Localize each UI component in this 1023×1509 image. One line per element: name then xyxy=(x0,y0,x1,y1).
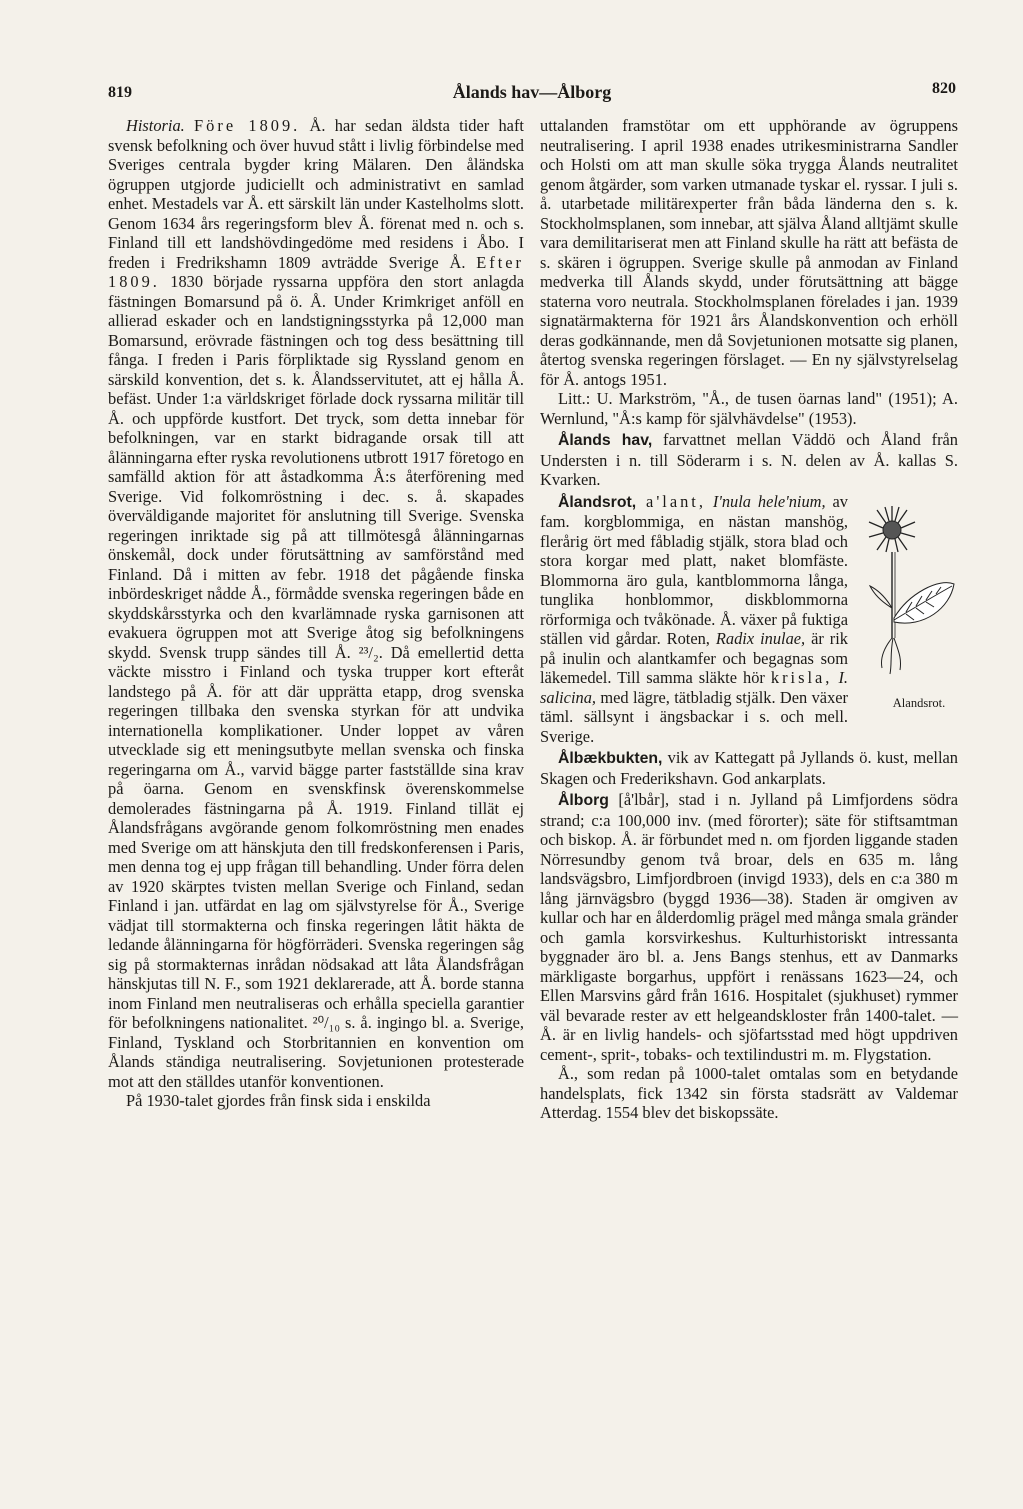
efter-text-2: . Då emellertid detta väckte misstro i Finland och tyska trupper kort efteråt landstego på Å. för att där upprätta etapp, drog svenska regeringen tillbaka den svenska styrkan för att undvika internationella komplikationer. Under loppet av våren utvecklade sig ett meningsutbyte mellan svenska och finska regeringarna om Å., varvid bägge parter fastställde sina krav på öarna. Genom en svenskfinsk överenskommelse demolerades fästningarna på Å. 1919. Finland tillät ej Ålandsfrågans avgörande genom folkomröstning men enades med Sverige om att hänskjuta den till fredskonferensen i Paris, men denna tog ej upp frågan till behandling. Under förra delen av 1920 skärptes tvisten mellan Sverige och Finland, sedan Finland i jan. utfärdat en lag om självstyrelse för Å., Sverige vädjat till stormakterna och finska regeringen låtit häkta de ledande ålänningarna för högförräderi. Svenska regeringen såg sig på stormakternas inrådan nödsakad att låta Ålandsfrågan hänskjutas till N. F., som 1921 deklarerade, att Å. borde stanna inom Finland men neutraliseras och erhålla speciella garantier för befolkningens nationalitet. xyxy=(108,642,524,1032)
entry-alandsrot-text-2: är rik på inulin och alantkamfer och begagnas som läkemedel. Till samma släkte hör xyxy=(540,629,848,687)
section-label-historia: Historia. xyxy=(126,116,185,135)
paragraph-1930s: På 1930-talet gjordes från finsk sida i enskilda xyxy=(126,1091,431,1110)
entry-albaekbukten-text: vik av Kattegatt på Jyllands ö. kust, mellan Skagen och Frederikshavn. God ankarplats. xyxy=(540,748,958,788)
krisla-term: krisla, xyxy=(770,668,833,687)
headword-alandsrot: Ålandsrot, xyxy=(558,493,637,511)
entry-alands-hav-text: farvattnet mellan Väddö och Åland från Understen i n. till Söderarm i s. N. delen av Å. kallas S. Kvarken. xyxy=(540,430,958,489)
latin-name-salicina: I. salicina, xyxy=(540,668,848,707)
page-number-right: 820 xyxy=(932,80,956,97)
headword-alborg: Ålborg xyxy=(558,792,609,809)
entry-alborg-text: [å'lbår], stad i n. Jylland på Limfjordens södra strand; c:a 100,000 inv. (med förorter); säte för stiftsamtman och biskop. Å. är förbundet med n. om fjorden liggande staden Nörresundby genom två broar, dels en 635 m. lång landsvägsbro, Limfjordbroen (invigd 1933), dels en c:a 380 m lång järnvägsbro (byggd 1936—38). Staden är omgiven av kullar och har en ålderdomlig prägel med många smala gränder och gamla korsvirkeshus. Kulturhistoriskt intressanta byggnader äro bl. a. Jens Bangs stenhus, ett av Danmarks märkligaste borgarhus, uppfört i renässans 1623—24, och Ellen Marsvins gård från 1616. Hospitalet (sjukhuset) rymmer väl bevarade rester av ett helgeandskloster från 1400-talet. — Å. är en livlig handels- och sjöfartsstad med högt uppdriven cement-, sprit-, tobaks- och textilindustri m. m. Flygstation. xyxy=(540,790,958,1064)
radix-inulae: Radix inulae, xyxy=(715,629,806,648)
entry-alborg xyxy=(540,790,958,1064)
headword-alands-hav: Ålands hav, xyxy=(558,432,653,449)
alandsrot-plant-illustration xyxy=(854,498,966,698)
pronunciation-alandsrot: a'lant, xyxy=(636,491,706,511)
alborg-history-paragraph: Å., som redan på 1000-talet omtalas som en betydande handelsplats, fick 1342 sin första stadsrätt av Valdemar Atterdag. 1554 blev det biskopssäte. xyxy=(540,1064,958,1122)
entry-albaekbukten xyxy=(540,748,958,788)
figure-caption: Alandsrot. xyxy=(892,696,946,710)
entry-alandsrot-text-3: med lägre, tätbladig stjälk. Den växer täml. sällsynt i ängsbackar i s. och mell. Sverige. xyxy=(540,687,848,746)
page-number-left: 819 xyxy=(108,84,132,101)
entry-alandsrot xyxy=(540,492,958,747)
page-header xyxy=(108,80,956,106)
neutrality-paragraph: uttalanden framstötar om ett upphörande av ögruppens neutralisering. I april 1938 enades utrikesministrarna Sandler och Holsti om att man skulle söka trygga Ålands neutralitet genom åtgärder, som varken utmanade tyskar el. ryssar. I juli s. å. utarbetade militärexperter från båda länderna den s. k. Stockholmsplanen, som innebar, att själva Åland alltjämt skulle vara demilitariserat men att Finland skulle ha rätt att befästa de s. skären i ögruppen. Sverige skulle på anmodan av Finland medverka till Ålands skydd, under förutsättning att bägge staterna voro neutrala. Stockholmsplanen förelades i jan. 1939 signatärmakterna för 1921 års Ålandskonvention och erhöll deras godkännande, men då Sovjetunionen motsatte sig planen, återtog svenska regeringen förslaget. — En ny självstyrelselag för Å. antogs 1951. xyxy=(540,116,958,389)
entry-alandsrot-text-1: av fam. korgblommiga, en nästan manshög, flerårig ört med fåbladig stjälk, stora blad och stora korgar med platt, naket blomfäste. Blommorna äro gula, kantblommorna långa, tunglika honblommor, diskblommorna rörformiga och tvåkönade. Å. växer på fuktiga ställen vid gårdar. Roten, xyxy=(540,491,848,648)
running-title: Ålands hav—Ålborg xyxy=(452,82,612,102)
date-fraction-2: ²⁰/₁₀ xyxy=(312,1013,341,1032)
headword-albaekbukten: Ålbækbukten, xyxy=(558,750,663,767)
latin-name-inula: I'nula hele'nium, xyxy=(712,491,826,511)
literature-reference: Litt.: U. Markström, "Å., de tusen öarnas land" (1951); A. Wernlund, "Å:s kamp för självhävdelse" (1953). xyxy=(540,389,958,428)
right-column xyxy=(540,116,958,1123)
date-fraction-1: ²³/₂ xyxy=(358,642,379,662)
subheading-fore-1809: Före 1809. xyxy=(194,116,301,135)
efter-text-1: 1830 började ryssarna uppföra den stort anlagda fästningen Bomarsund på ö. Å. Under Krimkriget anföll en allierad eskader och en landstigningsstyrka på 12,000 man Bomarsund, erövrade fästningen och tog dess besättning till fånga. I freden i Paris förpliktade sig Ryssland genom en särskild konvention, det s. k. Ålandsservitutet, att ej hålla Å. befäst. Under 1:a världskriget förlade dock ryssarna militär till Å. och uppförde kustfort. Det tryck, som detta innebar för befolkningen, var en starkt bidragande orsak till att ålänningarna efter ryska revolutionens utbrott 1917 företogo en samfälld aktion för att åstadkomma Å:s återförening med Sverige. Vid folkomröstning i dec. s. å. skapades överväldigande majoritet för anslutning till Sverige. Svenska regeringen inriktade sig på att tillmötesgå ålänningarnas önskemål, dock under förutsättning av samförstånd med Finland. Då i mitten av febr. 1918 det pågående finska inbördeskriget nådde Å., förmådde svenska regeringen både en skyddskårsstyrka och den kvarlämnade ryska garnisonen att evakuera ögruppen mot att Sverige åtog sig befolkningens skydd. Svensk trupp sändes till Å. xyxy=(108,272,524,662)
historia-text: Å. har sedan äldsta tider haft svensk befolkning och över huvud stått i livlig förbindelse med Sveriges centrala bygder kring Mälaren. Den åländska ögruppen utgjorde judiciellt och administrativt en samlad enhet. Mestadels var Å. ett särskilt län under Kastelholms slott. Genom 1634 års regeringsform blev Å. förenat med n. och s. Finland till ett landshövdingedöme med residens i Åbo. I freden i Fredrikshamn 1809 avträdde Sverige Å. xyxy=(108,116,524,272)
efter-text-3: s. å. ingingo bl. a. Sverige, Finland, Tyskland och Storbritannien en konvention om Ålands ständiga neutralisering. Sovjetunionen protesterade mot att den ställdes utanför konventionen. xyxy=(108,1013,524,1091)
alandsrot-figure xyxy=(854,498,966,722)
left-column xyxy=(108,116,524,1111)
subheading-efter-1809: Efter 1809. xyxy=(108,252,524,291)
entry-alands-hav xyxy=(540,430,958,490)
historia-paragraph xyxy=(108,116,524,1091)
